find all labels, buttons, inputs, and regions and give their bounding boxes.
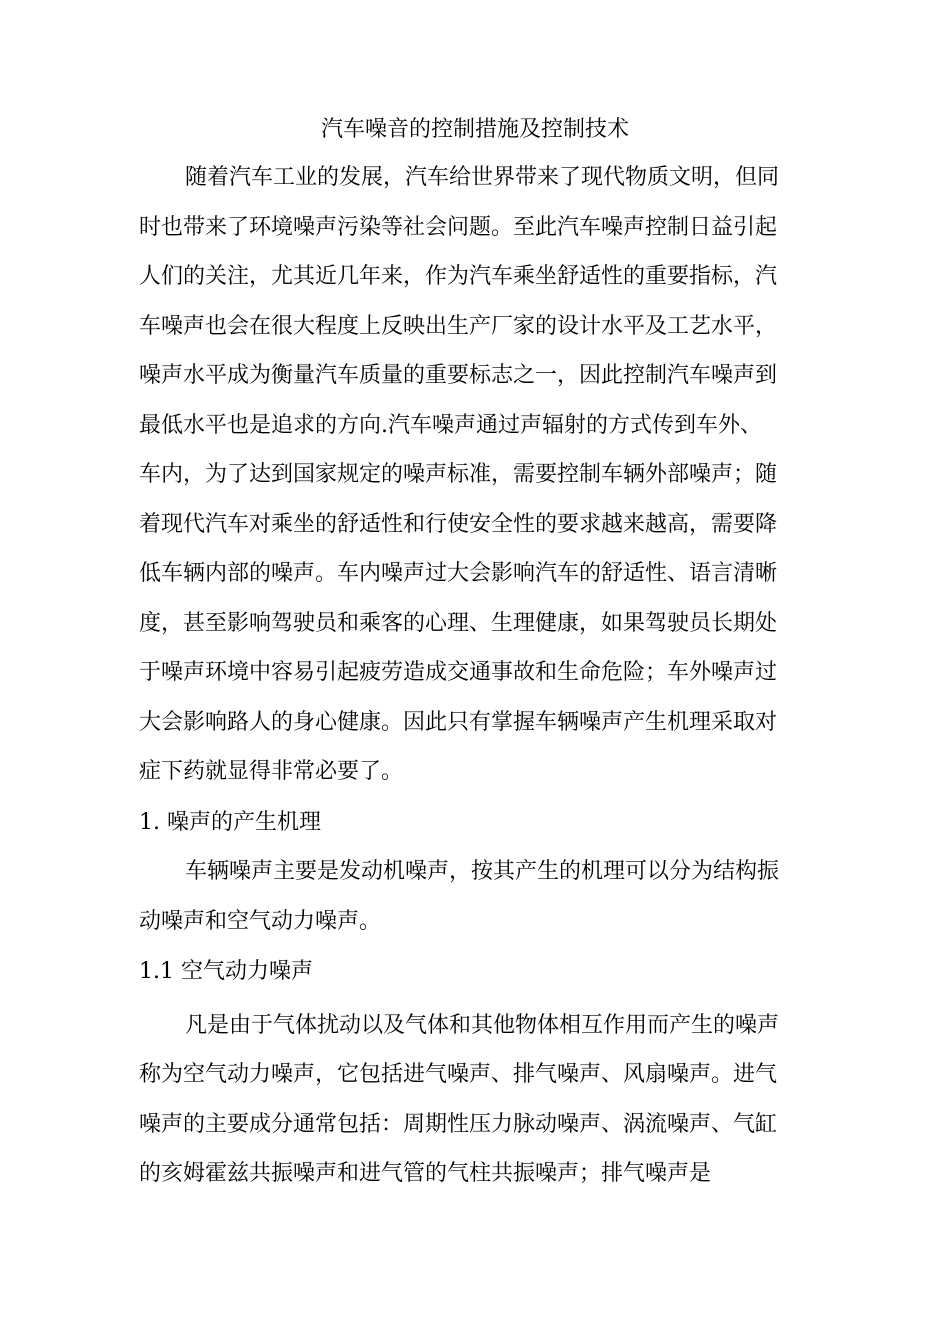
paragraph-line: 随着汽车工业的发展，汽车给世界带来了现代物质文明，但同 — [185, 165, 780, 190]
paragraph-line: 人们的关注，尤其近几年来，作为汽车乘坐舒适性的重要指标，汽 — [139, 264, 778, 289]
paragraph-line: 车噪声也会在很大程度上反映出生产厂家的设计水平及工艺水平， — [139, 314, 778, 339]
paragraph-line: 称为空气动力噪声，它包括进气噪声、排气噪声、风扇噪声。进气 — [139, 1062, 778, 1087]
paragraph-line: 凡是由于气体扰动以及气体和其他物体相互作用而产生的噪声 — [185, 1013, 780, 1038]
paragraph-line: 的亥姆霍兹共振噪声和进气管的气柱共振噪声；排气噪声是 — [139, 1161, 712, 1186]
paragraph-line: 低车辆内部的噪声。车内噪声过大会影响汽车的舒适性、语言清晰 — [139, 561, 778, 586]
paragraph-line: 噪声水平成为衡量汽车质量的重要标志之一，因此控制汽车噪声到 — [139, 363, 778, 388]
paragraph-line: 度，甚至影响驾驶员和乘客的心理、生理健康，如果驾驶员长期处 — [139, 611, 778, 636]
paragraph-line: 最低水平也是追求的方向.汽车噪声通过声辐射的方式传到车外、 — [139, 413, 762, 438]
paragraph-line: 大会影响路人的身心健康。因此只有掌握车辆噪声产生机理采取对 — [139, 710, 778, 735]
section-heading: 1.1 空气动力噪声 — [139, 959, 313, 984]
paragraph-line: 噪声的主要成分通常包括：周期性压力脉动噪声、涡流噪声、气缸 — [139, 1112, 778, 1137]
section-heading: 1. 噪声的产生机理 — [139, 810, 321, 835]
paragraph-line: 症下药就显得非常必要了。 — [139, 759, 404, 784]
paragraph-line: 于噪声环境中容易引起疲劳造成交通事故和生命危险；车外噪声过 — [139, 660, 778, 685]
paragraph-line: 车内，为了达到国家规定的噪声标准，需要控制车辆外部噪声；随 — [139, 462, 778, 487]
paragraph-line: 时也带来了环境噪声污染等社会问题。至此汽车噪声控制日益引起 — [139, 215, 778, 240]
document-title: 汽车噪音的控制措施及控制技术 — [320, 117, 629, 142]
paragraph-line: 着现代汽车对乘坐的舒适性和行使安全性的要求越来越高，需要降 — [139, 512, 778, 537]
paragraph-line: 车辆噪声主要是发动机噪声，按其产生的机理可以分为结构振 — [185, 859, 780, 884]
paragraph-line: 动噪声和空气动力噪声。 — [139, 909, 382, 934]
